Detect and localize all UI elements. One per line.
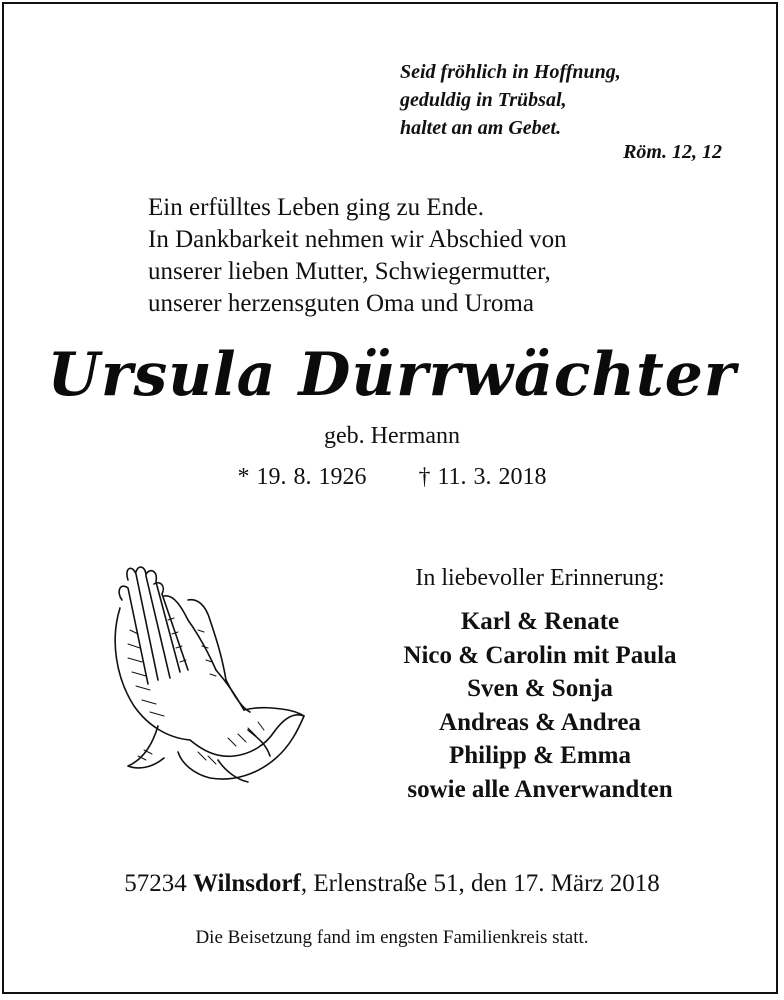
- family-member: Philipp & Emma: [449, 742, 631, 769]
- life-dates: [0, 464, 784, 491]
- intro-line: unserer lieben Mutter, Schwiegermutter,: [148, 258, 551, 285]
- address-postcode: 57234: [124, 870, 187, 897]
- birth-name: geb. Hermann: [324, 423, 460, 449]
- verse-reference: Röm. 12, 12: [623, 141, 722, 163]
- verse-line: geduldig in Trübsal,: [400, 89, 567, 111]
- family-member: Sven & Sonja: [467, 675, 613, 702]
- intro-line: unserer herzensguten Oma und Uroma: [148, 290, 534, 317]
- deceased-name: Ursula Dürrwächter: [47, 340, 737, 410]
- intro-line: In Dankbarkeit nehmen wir Abschied von: [148, 226, 567, 253]
- intro-line: Ein erfülltes Leben ging zu Ende.: [148, 194, 484, 221]
- intro-text: [148, 192, 567, 320]
- birth-date: * 19. 8. 1926: [237, 464, 367, 490]
- family-section: [340, 563, 740, 806]
- family-member: sowie alle Anverwandten: [407, 775, 673, 803]
- address-line: [0, 870, 784, 898]
- verse-line: Seid fröhlich in Hoffnung,: [400, 61, 621, 83]
- funeral-note: Die Beisetzung fand im engsten Familienkreis statt.: [195, 927, 589, 948]
- address-town: Wilnsdorf: [192, 870, 301, 897]
- bible-verse: [400, 58, 621, 142]
- verse-line: haltet an am Gebet.: [400, 117, 562, 139]
- family-member: Karl & Renate: [460, 608, 620, 635]
- address-rest: , Erlenstraße 51, den 17. März 2018: [300, 870, 660, 897]
- death-date: † 11. 3. 2018: [418, 464, 547, 490]
- family-member: Nico & Carolin mit Paula: [403, 641, 677, 669]
- family-member: Andreas & Andrea: [439, 708, 641, 736]
- family-heading: In liebevoller Erinnerung:: [415, 565, 665, 591]
- praying-hands-icon: [98, 560, 308, 790]
